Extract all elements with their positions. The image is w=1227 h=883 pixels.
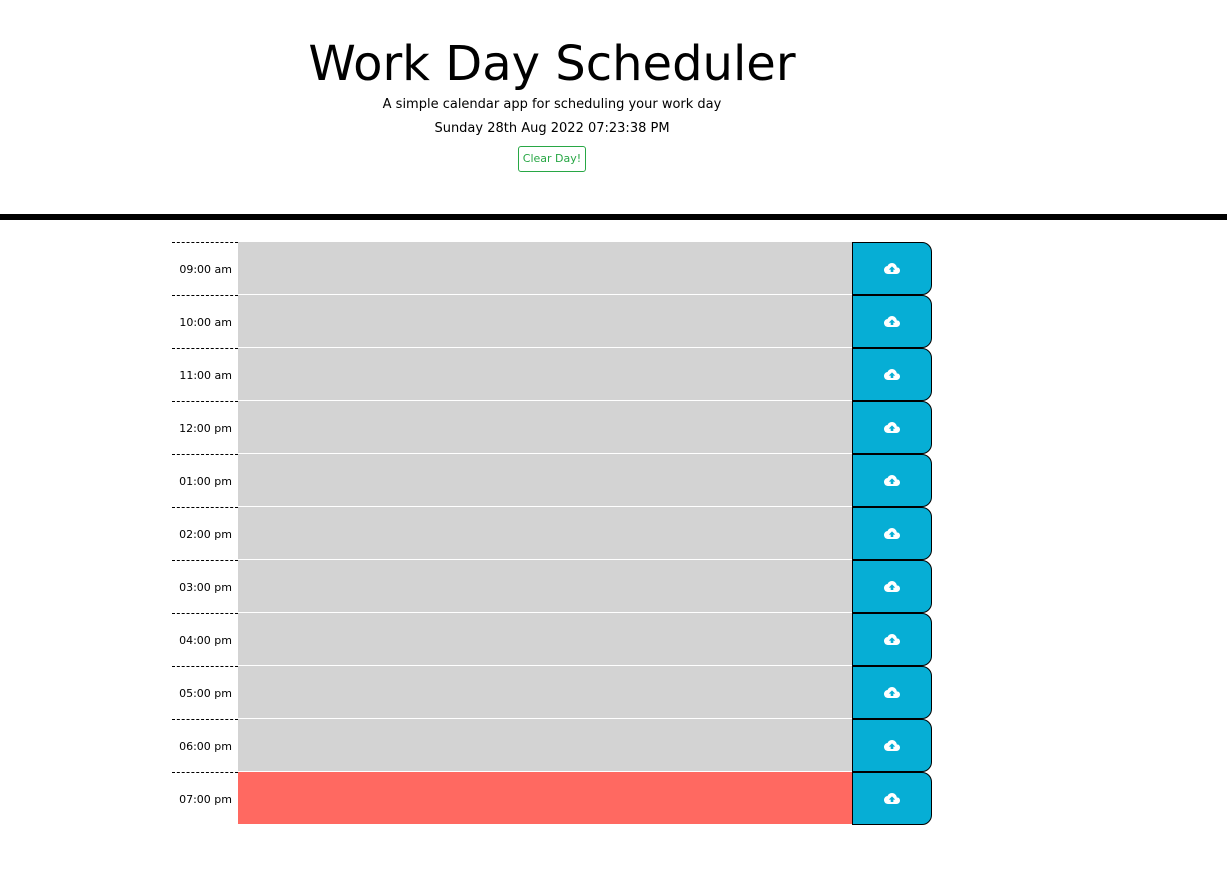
save-button[interactable] bbox=[852, 719, 932, 772]
event-description-input[interactable] bbox=[238, 507, 852, 560]
cloud-upload-icon bbox=[884, 581, 900, 593]
schedule-container bbox=[172, 242, 932, 825]
time-block-row bbox=[172, 719, 932, 772]
current-date-time: Sunday 28th Aug 2022 07:23:38 PM bbox=[434, 121, 670, 136]
hour-label: 11:00 am bbox=[172, 348, 238, 401]
save-button[interactable] bbox=[852, 401, 932, 454]
save-button[interactable] bbox=[852, 772, 932, 825]
hour-label: 05:00 pm bbox=[172, 666, 238, 719]
save-button[interactable] bbox=[852, 242, 932, 295]
save-button[interactable] bbox=[852, 560, 932, 613]
cloud-upload-icon bbox=[884, 634, 900, 646]
hour-label: 03:00 pm bbox=[172, 560, 238, 613]
cloud-upload-icon bbox=[884, 793, 900, 805]
clear-day-button[interactable]: Clear Day! bbox=[518, 146, 586, 172]
save-button[interactable] bbox=[852, 348, 932, 401]
time-block-row bbox=[172, 507, 932, 560]
event-description-input[interactable] bbox=[238, 772, 852, 825]
event-description-input[interactable] bbox=[238, 613, 852, 666]
time-block-row bbox=[172, 348, 932, 401]
cloud-upload-icon bbox=[884, 263, 900, 275]
time-block-row bbox=[172, 295, 932, 348]
event-description-input[interactable] bbox=[238, 348, 852, 401]
time-block-row bbox=[172, 560, 932, 613]
save-button[interactable] bbox=[852, 507, 932, 560]
event-description-input[interactable] bbox=[238, 295, 852, 348]
cloud-upload-icon bbox=[884, 475, 900, 487]
time-block-row bbox=[172, 401, 932, 454]
cloud-upload-icon bbox=[884, 528, 900, 540]
hour-label: 04:00 pm bbox=[172, 613, 238, 666]
hour-label: 12:00 pm bbox=[172, 401, 238, 454]
page-title: Work Day Scheduler bbox=[308, 36, 796, 92]
cloud-upload-icon bbox=[884, 369, 900, 381]
save-button[interactable] bbox=[852, 454, 932, 507]
cloud-upload-icon bbox=[884, 422, 900, 434]
time-block-row bbox=[172, 242, 932, 295]
save-button[interactable] bbox=[852, 295, 932, 348]
event-description-input[interactable] bbox=[238, 242, 852, 295]
event-description-input[interactable] bbox=[238, 719, 852, 772]
time-block-row bbox=[172, 613, 932, 666]
event-description-input[interactable] bbox=[238, 560, 852, 613]
hour-label: 10:00 am bbox=[172, 295, 238, 348]
hour-label: 09:00 am bbox=[172, 242, 238, 295]
hour-label: 01:00 pm bbox=[172, 454, 238, 507]
event-description-input[interactable] bbox=[238, 401, 852, 454]
cloud-upload-icon bbox=[884, 740, 900, 752]
event-description-input[interactable] bbox=[238, 666, 852, 719]
time-block-row bbox=[172, 772, 932, 825]
hour-label: 02:00 pm bbox=[172, 507, 238, 560]
time-block-row bbox=[172, 666, 932, 719]
hour-label: 06:00 pm bbox=[172, 719, 238, 772]
hour-label: 07:00 pm bbox=[172, 772, 238, 825]
save-button[interactable] bbox=[852, 666, 932, 719]
event-description-input[interactable] bbox=[238, 454, 852, 507]
cloud-upload-icon bbox=[884, 687, 900, 699]
time-block-row bbox=[172, 454, 932, 507]
header bbox=[0, 0, 1227, 220]
page-subtitle: A simple calendar app for scheduling your work day bbox=[382, 97, 722, 112]
cloud-upload-icon bbox=[884, 316, 900, 328]
save-button[interactable] bbox=[852, 613, 932, 666]
